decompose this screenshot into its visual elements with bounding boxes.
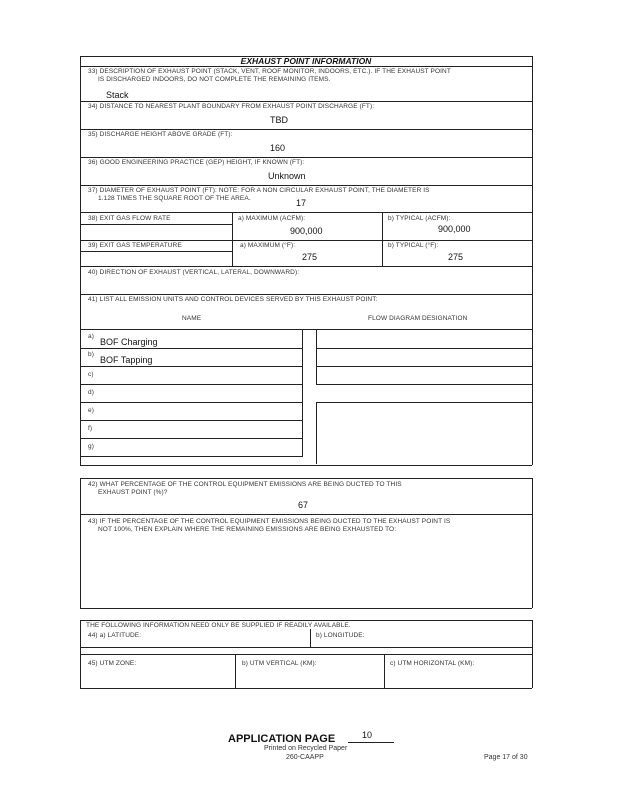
frame-bottom	[80, 688, 532, 689]
q35-value[interactable]: 160	[270, 143, 286, 153]
q37-value[interactable]: 17	[296, 198, 307, 208]
frame-right	[532, 478, 533, 608]
frame-right	[532, 56, 533, 465]
divider	[80, 266, 532, 267]
divider	[80, 456, 302, 457]
divider	[80, 129, 532, 130]
q45-vertical-label: b) UTM VERTICAL (KM):	[242, 660, 317, 667]
app-page-number: 10	[362, 730, 373, 740]
app-page-label: APPLICATION PAGE	[228, 733, 336, 745]
divider	[80, 251, 232, 252]
divider	[80, 465, 532, 466]
q36-value[interactable]: Unknown	[268, 171, 306, 181]
divider	[80, 608, 532, 609]
q39-max-value[interactable]: 275	[302, 252, 318, 262]
divider	[235, 654, 236, 688]
q45-zone-label: 45) UTM ZONE:	[88, 660, 137, 667]
divider	[80, 66, 532, 67]
q41-row-letter: d)	[88, 389, 94, 396]
divider	[80, 101, 532, 102]
frame-top	[80, 620, 532, 621]
q34-label: 34) DISTANCE TO NEAREST PLANT BOUNDARY FROM EXHAUST POINT DISCHARGE (FT):	[88, 103, 375, 110]
q39-label: 39) EXIT GAS TEMPERATURE	[88, 242, 182, 249]
frame-top	[80, 56, 532, 57]
divider	[80, 366, 302, 367]
q41-col-flow: FLOW DIAGRAM DESIGNATION	[368, 315, 468, 322]
page-of: Page 17 of 30	[484, 754, 528, 761]
divider	[80, 240, 532, 241]
divider	[80, 514, 532, 515]
divider	[80, 224, 232, 225]
divider	[316, 402, 532, 403]
q42-value[interactable]: 67	[298, 500, 309, 510]
q34-value[interactable]: TBD	[270, 115, 288, 125]
q41-label: 41) LIST ALL EMISSION UNITS AND CONTROL DEVICES SERVED BY THIS EXHAUST POINT:	[88, 296, 378, 303]
divider	[382, 212, 383, 240]
optional-note: THE FOLLOWING INFORMATION NEED ONLY BE SUPPLIED IF READILY AVAILABLE.	[86, 622, 351, 629]
q44-longitude-label: b) LONGITUDE:	[316, 632, 365, 639]
q41-row-name[interactable]: BOF Charging	[100, 337, 158, 347]
divider	[80, 294, 532, 295]
divider	[80, 654, 532, 655]
q37-label-2: 1.128 TIMES THE SQUARE ROOT OF THE AREA.	[98, 195, 251, 202]
divider	[80, 348, 302, 349]
divider	[316, 402, 317, 464]
q33-label-1: 33) DESCRIPTION OF EXHAUST POINT (STACK, VENT, ROOF MONITOR, INDOORS, ETC.). IF THE EXHAUST POINT	[88, 68, 451, 75]
q44-latitude-label: 44) a) LATITUDE:	[88, 632, 142, 639]
q38-max-label: a) MAXIMUM (ACFM):	[238, 215, 306, 222]
q42-label-1: 42) WHAT PERCENTAGE OF THE CONTROL EQUIPMENT EMISSIONS ARE BEING DUCTED TO THIS	[88, 481, 402, 488]
frame-left	[80, 56, 81, 465]
q38-label: 38) EXIT GAS FLOW RATE	[88, 215, 171, 222]
frame-left	[80, 478, 81, 608]
divider	[80, 438, 302, 439]
q38-typ-label: b) TYPICAL (ACFM):	[388, 215, 451, 222]
divider	[348, 742, 394, 743]
q36-label: 36) GOOD ENGINEERING PRACTICE (GEP) HEIGHT, IF KNOWN (FT):	[88, 159, 305, 166]
divider	[316, 384, 532, 385]
q39-typ-value[interactable]: 275	[448, 252, 464, 262]
q43-label-2: NOT 100%, THEN EXPLAIN WHERE THE REMAINING EMISSIONS ARE BEING EXHAUSTED TO:	[98, 526, 397, 533]
divider	[384, 654, 385, 688]
q41-row-letter: a)	[88, 333, 94, 340]
frame-right	[532, 620, 533, 688]
q38-typ-value[interactable]: 900,000	[438, 224, 471, 234]
section-title: EXHAUST POINT INFORMATION	[240, 56, 372, 66]
frame-top	[80, 478, 532, 479]
q41-row-letter: c)	[88, 371, 94, 378]
divider	[80, 647, 532, 648]
q33-label-2: IS DISCHARGED INDOORS, DO NOT COMPLETE THE REMAINING ITEMS.	[98, 76, 331, 83]
q41-row-letter: b)	[88, 351, 94, 358]
divider	[80, 420, 302, 421]
q41-row-letter: f)	[88, 425, 93, 432]
divider	[316, 329, 317, 384]
q43-label-1: 43) IF THE PERCENTAGE OF THE CONTROL EQUIPMENT EMISSIONS BEING DUCTED TO THE EXHAUST POINT IS	[88, 518, 451, 525]
q40-label: 40) DIRECTION OF EXHAUST (VERTICAL, LATERAL, DOWNWARD):	[88, 269, 300, 276]
q42-label-2: EXHAUST POINT (%)?	[98, 489, 168, 496]
q35-label: 35) DISCHARGE HEIGHT ABOVE GRADE (FT):	[88, 131, 233, 138]
divider	[310, 629, 311, 647]
divider	[232, 240, 233, 266]
divider	[80, 329, 532, 330]
divider	[302, 329, 303, 457]
q45-horizontal-label: c) UTM HORIZONTAL (KM):	[390, 660, 475, 667]
q41-row-letter: g)	[88, 443, 94, 450]
q33-value[interactable]: Stack	[106, 90, 129, 100]
divider	[316, 348, 532, 349]
q41-row-name[interactable]: BOF Tapping	[100, 355, 153, 365]
divider	[80, 212, 532, 213]
divider	[80, 157, 532, 158]
divider	[232, 212, 233, 240]
divider	[382, 240, 383, 266]
form-code: 260-CAAPP	[286, 754, 324, 761]
q39-max-label: a) MAXIMUM (°F):	[240, 242, 296, 249]
q39-typ-label: b) TYPICAL (°F):	[388, 242, 439, 249]
divider	[80, 402, 302, 403]
divider	[316, 366, 532, 367]
recycled-note: Printed on Recycled Paper	[264, 745, 348, 752]
divider	[80, 384, 302, 385]
q38-max-value[interactable]: 900,000	[290, 226, 323, 236]
q41-row-letter: e)	[88, 407, 94, 414]
divider	[80, 185, 532, 186]
q41-col-name: NAME	[182, 315, 202, 322]
q37-label-1: 37) DIAMETER OF EXHAUST POINT (FT): NOTE: FOR A NON CIRCULAR EXHAUST POINT, THE DIAMETER IS	[88, 187, 430, 194]
